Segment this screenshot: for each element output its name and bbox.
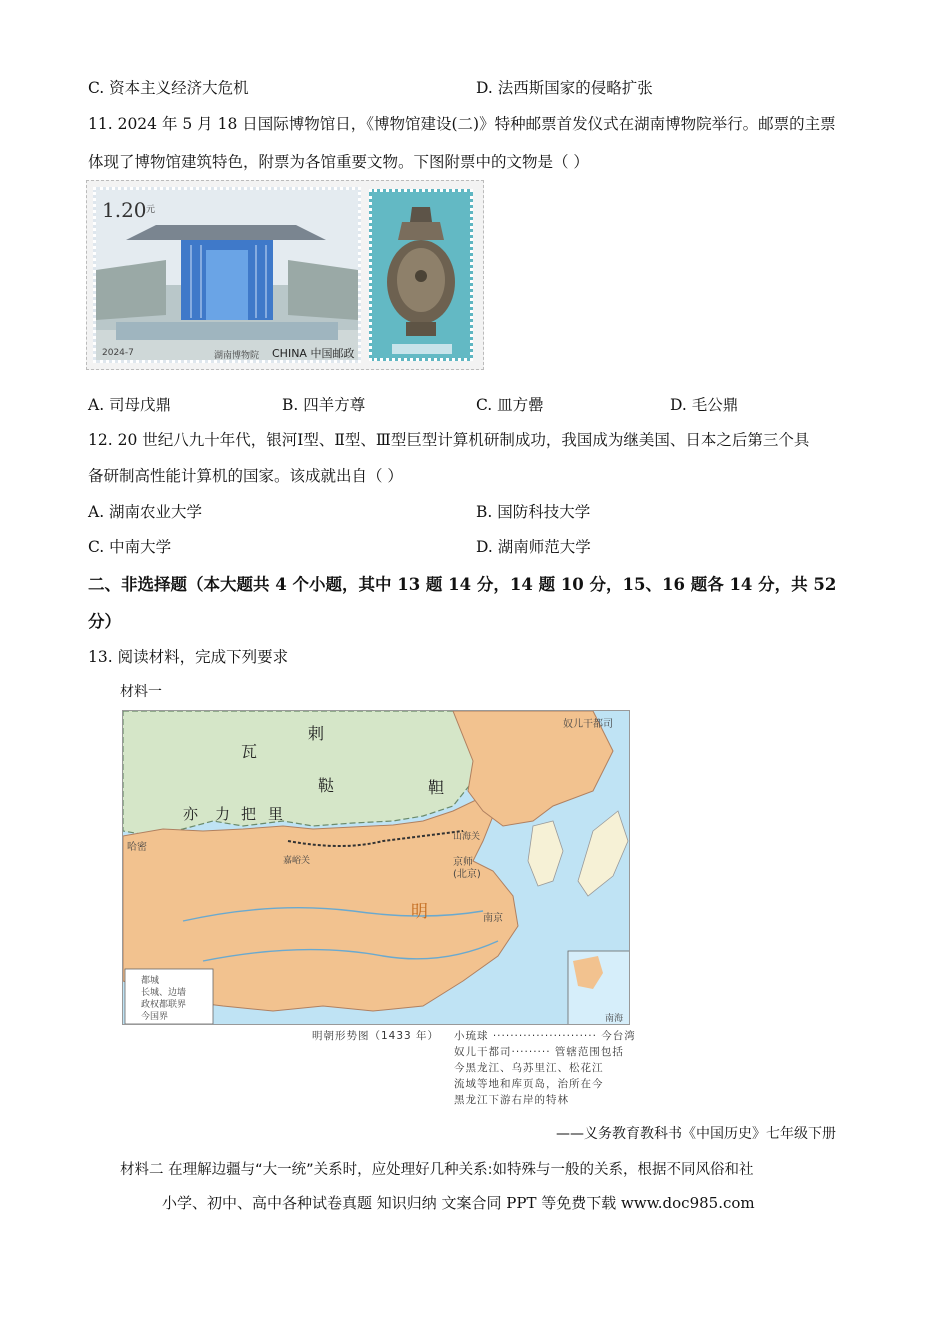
page-footer: 小学、初中、高中各种试卷真题 知识归纳 文案合同 PPT 等免费下载 www.doc985.com	[162, 1194, 755, 1212]
map-label-dada-1: 鞑	[318, 776, 335, 795]
map-label-dada-2: 靼	[428, 778, 445, 797]
map-note-4: 流域等地和库页岛，治所在今	[454, 1078, 604, 1090]
q11-stem-line2: 体现了博物馆建筑特色，附票为各馆重要文物。下图附票中的文物是（ ）	[88, 153, 589, 171]
map-label-nurgan: 奴儿干都司	[563, 719, 613, 730]
q11-option-c: C. 皿方罍	[476, 396, 544, 414]
q12-stem-line2: 备研制高性能计算机的国家。该成就出自（ ）	[88, 467, 403, 485]
stamp-country: CHINA 中国邮政	[272, 347, 355, 360]
stamp-unit: 元	[146, 205, 156, 215]
legend-boundary: 政权都联界	[141, 1000, 187, 1010]
q12-option-a: A. 湖南农业大学	[88, 503, 203, 521]
map-label-yili-2: 力	[215, 805, 231, 823]
map-label-jiayuguan: 嘉峪关	[283, 856, 311, 866]
map-inset-label: 南海	[605, 1014, 624, 1024]
map-label-shanhaiguan: 山海关	[453, 832, 481, 842]
legend-capital: 都城	[141, 976, 160, 986]
stamp-attached-ticket	[369, 189, 473, 361]
bronze-vessel-illustration	[372, 192, 470, 358]
q12-option-d: D. 湖南师范大学	[476, 538, 591, 556]
map-note-3: 今黑龙江、乌苏里江、松花江	[454, 1062, 604, 1074]
q12-option-c: C. 中南大学	[88, 538, 172, 556]
map-label-nanjing: 南京	[483, 913, 503, 924]
q11-option-a: A. 司母戊鼎	[88, 396, 172, 414]
map-label-wala-2: 剌	[308, 724, 325, 743]
legend-wall: 长城、边墙	[141, 988, 187, 998]
stamp-denomination: 1.20	[102, 198, 147, 222]
map-label-yili-3: 把	[241, 805, 257, 823]
map-label-wala-1: 瓦	[241, 742, 258, 761]
material2-text: 材料二 在理解边疆与“大一统”关系时，应处理好几种关系:如特殊与一般的关系，根据不同风俗和社	[120, 1162, 754, 1178]
q12-option-b: B. 国防科技大学	[476, 503, 591, 521]
map-terrain	[123, 711, 630, 1025]
legend-border: 今国界	[141, 1012, 169, 1022]
section2-heading-line1: 二、非选择题（本大题共 4 个小题，其中 13 题 14 分，14 题 10 分，15、16 题各 14 分，共 52	[88, 575, 837, 594]
q10-option-c: C. 资本主义经济大危机	[88, 79, 249, 97]
q12-stem-line1: 12. 20 世纪八九十年代，银河Ⅰ型、Ⅱ型、Ⅲ型巨型计算机研制成功，我国成为继美国、日本之后第三个具	[88, 431, 810, 449]
stamp-museum-name: 湖南博物院	[214, 351, 260, 361]
ming-dynasty-map	[122, 710, 630, 1025]
q11-stem-line1: 11. 2024 年 5 月 18 日国际博物馆日，《博物馆建设(二)》特种邮票首发仪式在湖南博物院举行。邮票的主票	[88, 115, 836, 133]
map-label-beijing: (北京)	[453, 869, 481, 880]
map-note-1: 小琉球 ························ 今台湾	[454, 1030, 636, 1042]
q10-option-d: D. 法西斯国家的侵略扩张	[476, 79, 653, 97]
stamp-image	[86, 180, 484, 370]
map-caption: 明朝形势图（1433 年）	[312, 1030, 440, 1042]
stamp-main-ticket	[93, 187, 361, 363]
map-note-5: 黑龙江下游右岸的特林	[454, 1094, 569, 1106]
map-label-ming: 明	[411, 902, 428, 922]
q11-option-b: B. 四羊方尊	[282, 396, 366, 414]
map-label-jingshi: 京师	[453, 857, 473, 868]
q13-title: 13. 阅读材料，完成下列要求	[88, 648, 289, 666]
map-label-hami: 哈密	[127, 842, 147, 853]
map-label-yili-4: 里	[268, 805, 284, 823]
material1-source: ——义务教育教科书《中国历史》七年级下册	[556, 1126, 836, 1142]
map-label-yili-1: 亦	[183, 805, 199, 823]
stamp-year: 2024-7	[102, 348, 134, 358]
map-note-2: 奴儿干都司········· 管辖范围包括	[454, 1046, 624, 1058]
section2-heading-line2: 分）	[88, 612, 121, 631]
q11-option-d: D. 毛公鼎	[670, 396, 739, 414]
material1-label: 材料一	[120, 684, 162, 700]
